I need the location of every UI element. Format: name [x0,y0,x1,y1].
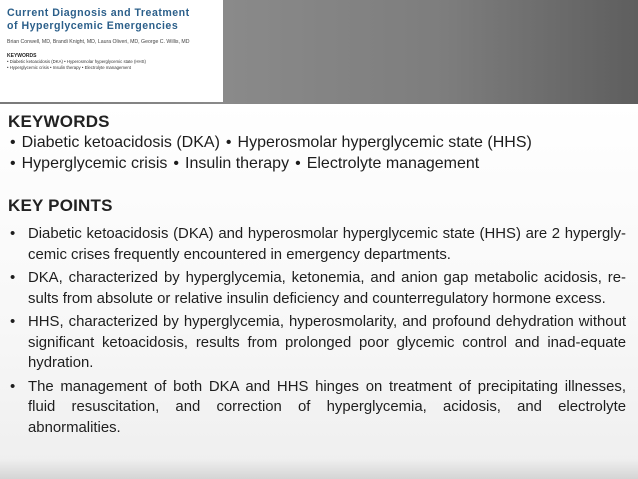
panel-bottom-fade [0,459,638,479]
content-panel [0,104,638,479]
keyword: Hyperglycemic crisis [21,155,168,172]
thumbnail-title-line-2: of Hyperglycemic Emergencies [7,19,179,32]
bullet-icon: • [10,377,16,395]
keyword: Electrolyte management [306,155,480,172]
key-point-text: HHS, characterized by hyperglycemia, hyperosmolarity, and profound dehydration without significant ketoacidosis, results from prolonged poor glycemic control and inad-equate hydration. [28,314,626,371]
bullet-icon: • [295,155,301,172]
keyword: Insulin therapy [185,155,290,172]
key-points-heading: KEY POINTS [8,196,113,215]
key-point-item [8,268,626,309]
keywords-line-1 [10,132,626,153]
bullet-icon: • [225,134,232,151]
key-point-item [8,377,626,439]
bullet-icon: • [173,155,180,172]
bullet-icon: • [10,155,16,172]
keyword: Hyperosmolar hyperglycemic state (HHS) [237,134,532,151]
keyword: Diabetic ketoacidosis (DKA) [21,134,220,151]
thumbnail-keywords-line-1: • Diabetic ketoacidosis (DKA) • Hyperosmolar hyperglycemic state (HHS) [7,59,146,64]
thumbnail-title-line-1: Current Diagnosis and Treatment [7,7,190,19]
article-header-thumbnail [0,0,223,102]
thumbnail-keywords-title: KEYWORDS [7,53,37,59]
key-point-item [8,312,626,374]
keywords-heading: KEYWORDS [8,112,110,131]
keywords-line-2 [10,153,626,174]
key-point-text: DKA, characterized by hyperglycemia, ketonemia, and anion gap metabolic acidosis, re-sults from absolute or relative insulin deficiency and counterregulatory hormone excess. [28,270,626,307]
bullet-icon: • [10,225,16,242]
thumbnail-keywords-line-2: • Hyperglycemic crisis • Insulin therapy • Electrolyte management [7,65,131,70]
thumbnail-authors: Brian Conwell, MD, Brandi Knight, MD, Laura Oliveri, MD, George C. Willis, MD [7,39,190,45]
key-points-list [8,224,626,438]
bullet-icon: • [10,269,16,286]
key-point-text: The management of both DKA and HHS hinges on treatment of precipitating illnesses, fluid resuscitation, and correction of hyperglycemia, acidosis, and electrolyte abnormalities. [28,378,626,436]
key-point-item [8,224,626,265]
bullet-icon: • [10,313,16,330]
key-point-text: Diabetic ketoacidosis (DKA) and hyperosmolar hyperglycemic state (HHS) are 2 hypergly-cemic crises frequently encountered in emergency departments. [28,226,626,263]
bullet-icon: • [10,134,16,151]
